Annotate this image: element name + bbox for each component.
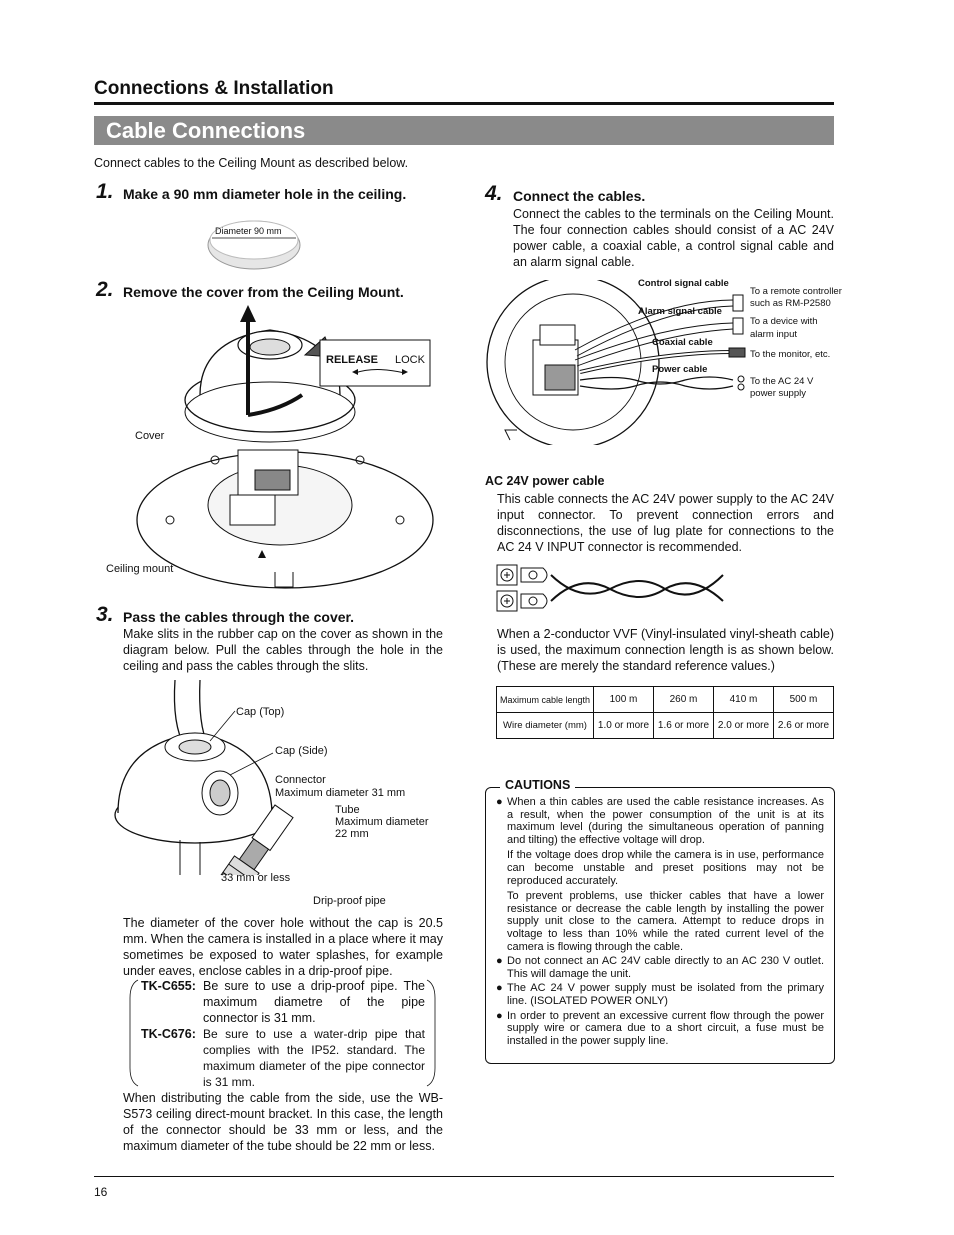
- table-row-label: Wire diameter (mm): [497, 713, 594, 739]
- table-row: [497, 713, 834, 739]
- tube-max-label: Maximum diameter: [335, 816, 429, 828]
- step-4-title: Connect the cables.: [513, 188, 646, 204]
- table-cell: 500 m: [774, 687, 834, 713]
- cover-label: Cover: [135, 430, 165, 442]
- model-note-tk-c655: [141, 978, 425, 1026]
- cap-diagram: [110, 675, 390, 875]
- control-dest-line2: such as RM-P2580: [750, 298, 831, 309]
- list-item: ● The AC 24 V power supply must be isolated from the primary line. (ISOLATED POWER ONLY): [496, 982, 824, 1007]
- ac24-body: This cable connects the AC 24V power supply to the AC 24V input connector. To prevent connection errors and disconnections, the use of lug plate for connections to the AC 24 V INPUT connector is recommended.: [497, 492, 834, 554]
- step-4-body: Connect the cables to the terminals on the Ceiling Mount. The four connection cables should consist of a AC 24V power cable, a coaxial cable, a control signal cable and an alarm signal cable.: [513, 207, 834, 269]
- tube-max-value: 22 mm: [335, 828, 369, 840]
- step-3-note-2: When distributing the cable from the side, use the WB-S573 ceiling direct-mount bracket. In this case, the length of the connector should be 33 mm or less, and the maximum diameter of the tube should be 22 mm or less.: [123, 1091, 443, 1153]
- model-tk-c676-key: TK-C676:: [141, 1027, 196, 1041]
- bullet-icon: ●: [496, 982, 503, 995]
- table-cell: 410 m: [714, 687, 774, 713]
- cover-removal-diagram: [130, 300, 440, 590]
- list-item: ● In order to prevent an excessive current flow through the power supply wire or camera due to a short circuit, a fuse must be installed in the power supply line.: [496, 1009, 824, 1047]
- cap-side-label: Cap (Side): [275, 745, 328, 757]
- cap-top-label: Cap (Top): [236, 706, 285, 718]
- step-1-number: 1.: [96, 180, 114, 203]
- footer-rule: [94, 1176, 834, 1177]
- step-3-title: Pass the cables through the cover.: [123, 609, 355, 625]
- intro-text: Connect cables to the Ceiling Mount as described below.: [94, 156, 409, 170]
- list-item: ● Do not connect an AC 24V cable directly to an AC 230 V outlet. This will damage the unit.: [496, 955, 824, 980]
- page-number: 16: [94, 1185, 108, 1199]
- connector-label: Connector: [275, 774, 326, 786]
- connector-max-label: Maximum diameter 31 mm: [275, 787, 406, 799]
- table-cell: 1.0 or more: [594, 713, 654, 739]
- page-title: Cable Connections: [106, 118, 306, 143]
- model-tk-c655-value: Be sure to use a drip-proof pipe. The maximum diametre of the pipe connector is 31 mm.: [203, 979, 425, 1025]
- table-cell: 2.6 or more: [774, 713, 834, 739]
- release-label: RELEASE: [326, 354, 378, 366]
- length-label: 33 mm or less: [221, 872, 291, 884]
- ceiling-mount-label: Ceiling mount: [106, 563, 174, 575]
- step-3-body: Make slits in the rubber cap on the cover as shown in the diagram below. Pull the cables through the hole in the ceiling and pass the cables through the slits.: [123, 627, 443, 673]
- step-3-note-1: The diameter of the cover hole without the cap is 20.5 mm. When the camera is installed in a place where it may sometimes be exposed to water splashes, for example under eaves, enclose cables in a drip-proof pipe.: [123, 916, 443, 978]
- step-4-number: 4.: [485, 182, 503, 205]
- model-tk-c676-value: Be sure to use a water-drip pipe that complies with the IP52. standard. The maximum diameter of the pipe connector is 31 mm.: [203, 1027, 425, 1089]
- bullet-icon: ●: [496, 955, 503, 968]
- tube-label: Tube: [335, 804, 360, 816]
- coaxial-dest: To the monitor, etc.: [750, 349, 831, 360]
- cautions-list: [496, 796, 824, 1049]
- step-2-number: 2.: [96, 278, 114, 301]
- lug-plate-diagram: [495, 563, 727, 615]
- table-cell: 100 m: [594, 687, 654, 713]
- pipe-label: Drip-proof pipe: [313, 895, 386, 907]
- alarm-dest-line2: alarm input: [750, 329, 797, 340]
- table-row-label: Maximum cable length: [497, 687, 594, 713]
- step-2-title: Remove the cover from the Ceiling Mount.: [123, 284, 404, 300]
- table-cell: 1.6 or more: [654, 713, 714, 739]
- header-rule: [94, 102, 834, 105]
- coaxial-cable-label: Coaxial cable: [652, 337, 713, 348]
- title-banner: [94, 116, 834, 145]
- model-note-tk-c676: [141, 1026, 425, 1090]
- step-1-title: Make a 90 mm diameter hole in the ceiling.: [123, 186, 407, 202]
- model-tk-c655-key: TK-C655:: [141, 979, 196, 993]
- diameter-label: Diameter 90 mm: [215, 226, 282, 236]
- bullet-icon: ●: [496, 1009, 503, 1022]
- ac24-title: AC 24V power cable: [485, 474, 605, 488]
- cable-spec-table: [496, 686, 834, 739]
- control-dest-line1: To a remote controller: [750, 286, 842, 297]
- hole-diagram: [200, 212, 310, 272]
- alarm-cable-label: Alarm signal cable: [638, 306, 722, 317]
- bullet-icon: ●: [496, 796, 503, 808]
- list-item: If the voltage does drop while the camera is in use, performance can become unstable and preset positions may not be reproduced accurately.: [507, 849, 824, 887]
- cautions-title: CAUTIONS: [500, 778, 575, 792]
- alarm-dest-line1: To a device with: [750, 316, 818, 327]
- lock-label: LOCK: [395, 354, 425, 366]
- section-title: Connections & Installation: [94, 78, 334, 99]
- bracket-left: [128, 978, 140, 1088]
- list-item: To prevent problems, use thicker cables that have a lower resistance or decrease the cable length by installing the power supply unit close to the camera. Attempt to reduce drops in voltage to less than 10% while the rated current level of the camera is flowing through the cable.: [507, 890, 824, 953]
- table-cell: 260 m: [654, 687, 714, 713]
- power-cable-label: Power cable: [652, 364, 708, 375]
- bracket-right: [425, 978, 437, 1088]
- power-dest-line2: power supply: [750, 388, 806, 399]
- table-cell: 2.0 or more: [714, 713, 774, 739]
- control-cable-label: Control signal cable: [638, 278, 729, 289]
- table-row: [497, 687, 834, 713]
- ac24-body-2: When a 2-conductor VVF (Vinyl-insulated vinyl-sheath cable) is used, the maximum connection length is as shown below. (These are merely the standard reference values.): [497, 627, 834, 673]
- step-3-number: 3.: [96, 603, 114, 626]
- list-item: ● When a thin cables are used the cable resistance increases. As a result, when the power consumption of the unit is at its maximum level (during the simultaneous operation of panning and tilting) the effective voltage will drop.: [496, 796, 824, 846]
- power-dest-line1: To the AC 24 V: [750, 376, 814, 387]
